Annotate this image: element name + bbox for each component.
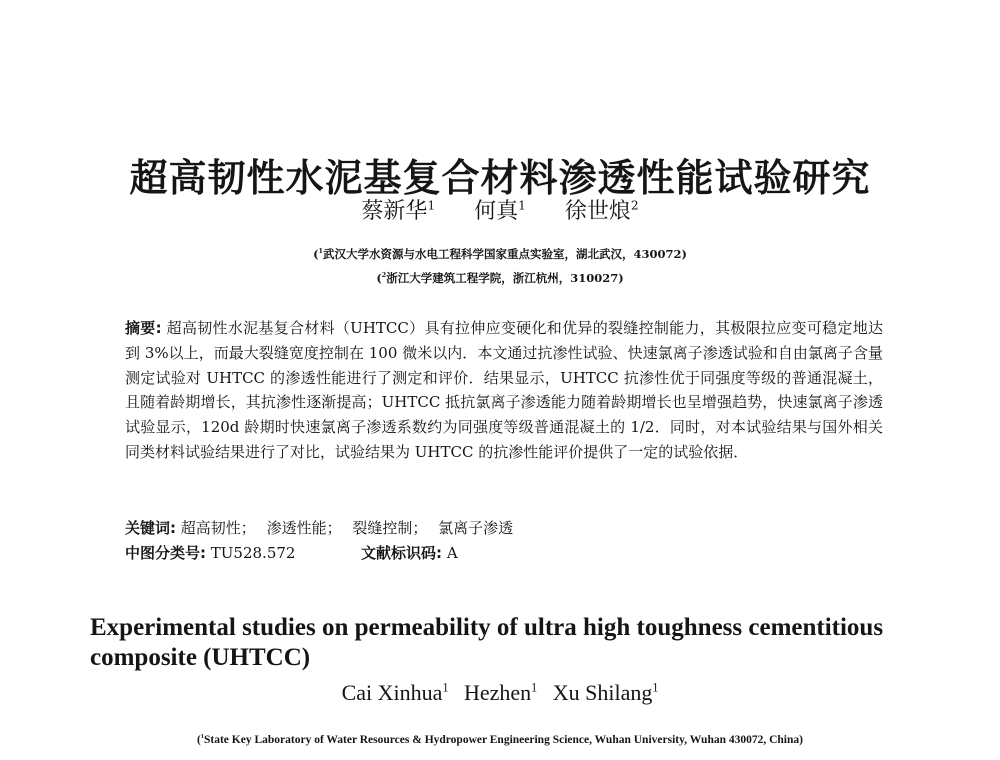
affiliation-cn-1: ($^1$武汉大学水资源与水电工程科学国家重点实验室，湖北武汉，430072) bbox=[313, 247, 687, 261]
keyword: 超高韧性； bbox=[180, 519, 256, 537]
author-en: Xu Shilang$^1$ bbox=[552, 680, 659, 705]
author-en: Cai Xinhua$^1$ bbox=[341, 680, 449, 705]
keyword: 裂缝控制； bbox=[352, 519, 428, 537]
clc-label: 中图分类号: bbox=[125, 544, 206, 562]
author-cn: 何真$^1$ bbox=[474, 198, 526, 224]
keyword: 氯离子渗透 bbox=[438, 519, 514, 537]
affiliation-cn-2: ($^2$浙江大学建筑工程学院，浙江杭州，310027) bbox=[376, 271, 624, 285]
keyword: 渗透性能； bbox=[266, 519, 342, 537]
affiliation-en: ($^1$State Key Laboratory of Water Resources & Hydropower Engineering Science, Wuhan University, Wuhan 430072, China) bbox=[197, 733, 803, 746]
author-cn: 徐世烺$^2$ bbox=[564, 198, 639, 224]
clc-value: TU528.572 bbox=[210, 544, 296, 562]
author-list-cn bbox=[0, 194, 1000, 225]
paper-title-en: Experimental studies on permeability of ultra high toughness cementitious composite (UHTCC) bbox=[90, 613, 884, 671]
author-en: Hezhen$^1$ bbox=[463, 680, 538, 705]
keywords-label: 关键词: bbox=[125, 519, 176, 537]
doc-code-value: A bbox=[446, 544, 458, 562]
keywords bbox=[125, 516, 883, 540]
abstract-label: 摘要: bbox=[125, 319, 162, 337]
doc-code-label: 文献标识码: bbox=[361, 544, 443, 562]
paper-title-cn: 超高韧性水泥基复合材料渗透性能试验研究 bbox=[129, 156, 871, 201]
classification-line bbox=[125, 541, 458, 565]
abstract bbox=[125, 316, 883, 465]
author-list-en bbox=[0, 680, 1000, 706]
author-cn: 蔡新华$^1$ bbox=[361, 198, 436, 224]
abstract-text: 超高韧性水泥基复合材料（UHTCC）具有拉伸应变硬化和优异的裂缝控制能力，其极限拉应变可稳定地达到 3%以上，而最大裂缝宽度控制在 100 微米以内．本文通过抗渗性试验、快速氯离子渗透试验和自由氯离子含量测定试验对 UHTCC 的渗透性能进行了测定和评价．结果显示，UHTCC 抗渗性优于同强度等级的普通混凝土，且随着龄期增长，其抗渗性逐渐提高；UHTCC 抵抗氯离子渗透能力随着龄期增长也呈增强趋势，快速氯离子渗透试验显示，120d 龄期时快速氯离子渗透系数约为同强度等级普通混凝土的 1/2．同时，对本试验结果与国外相关同类材料试验结果进行了对比，试验结果为 UHTCC 的抗渗性能评价提供了一定的试验依据． bbox=[125, 319, 883, 461]
